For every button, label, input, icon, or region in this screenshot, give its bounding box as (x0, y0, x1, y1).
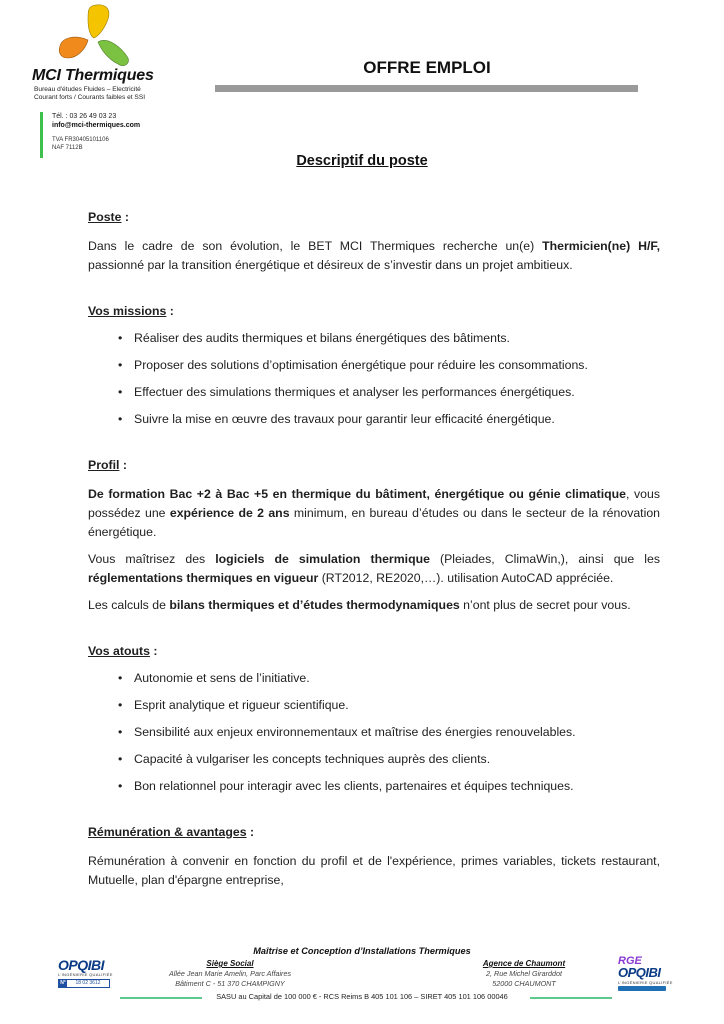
company-logo (48, 2, 158, 72)
list-item: • Effectuer des simulations thermiques et analyser les performances énergétiques. (88, 383, 660, 402)
poste-text: Dans le cadre de son évolution, le BET MCI Thermiques recherche un(e) Thermicien(ne) H/F, passionné par la transition énergétique et désireux de s’investir dans un projet ambitieux. (88, 239, 660, 272)
company-tagline-line1: Bureau d'études Fluides – Electricité (34, 86, 141, 93)
rge-opqibi-logo (618, 956, 673, 991)
fan-logo-icon (48, 2, 158, 72)
agence-address-line1: 2, Rue Michel Girarddot (486, 969, 562, 978)
opqibi-name: OPQIBI (58, 957, 105, 973)
section-profil (88, 456, 660, 615)
list-item: • Proposer des solutions d’optimisation énergétique pour réduire les consommations. (88, 356, 660, 375)
section-heading-missions: Vos missions : (88, 304, 174, 318)
certificate-badge (58, 979, 110, 988)
siege-address-line1: Allée Jean Marie Amelin, Parc Affaires (168, 969, 292, 978)
list-item: • Bon relationnel pour interagir avec les clients, partenaires et équipes techniques. (88, 777, 660, 796)
opqibi-tagline: L'INGÉNIERIE QUALIFIÉE (58, 972, 113, 977)
page-title: OFFRE EMPLOI (363, 58, 491, 77)
profil-paragraph-2: Vous maîtrisez des logiciels de simulation thermique (Pleiades, ClimaWin,), ainsi que les réglementations thermiques en vigueur (RT2012, RE2020,…). utilisation AutoCAD appréciée. (88, 552, 660, 585)
agence-heading: Agence de Chaumont (482, 959, 566, 968)
legal-information: SASU au Capital de 100 000 € - RCS Reims B 405 101 106 – SIRET 405 101 106 00046 (216, 992, 508, 1001)
section-atouts (88, 642, 660, 796)
company-tagline-line2: Courant forts / Courants faibles et SSI (34, 94, 146, 101)
phone-number: Tél. : 03 26 49 03 23 (52, 113, 117, 120)
agence-chaumont (468, 959, 580, 989)
footer-title: Maîtrise et Conception d’Installations Thermiques (253, 946, 471, 956)
list-item: • Suivre la mise en œuvre des travaux pour garantir leur efficacité énergétique. (88, 410, 660, 429)
section-heading-remuneration: Rémunération & avantages : (88, 825, 255, 839)
company-tagline (34, 86, 145, 102)
opqibi-name: OPQIBI (618, 965, 661, 980)
list-item: • Capacité à vulgariser les concepts techniques auprès des clients. (88, 750, 660, 769)
opqibi-certification-logo (58, 958, 113, 988)
siege-heading: Siège Social (206, 959, 254, 968)
siege-social (160, 959, 300, 989)
title-divider (215, 85, 638, 92)
remuneration-text: Rémunération à convenir en fonction du profil et de l'expérience, primes variables, tickets restaurant, Mutuelle, plan d'épargne entreprise, (88, 854, 660, 887)
document-subtitle: Descriptif du poste (296, 153, 428, 169)
cert-number: 18 02 3612 (75, 980, 101, 986)
list-item: • Sensibilité aux enjeux environnementaux et maîtrise des énergies renouvelables. (88, 723, 660, 742)
siege-address-line2: Bâtiment C - 51 370 CHAMPIGNY (175, 979, 285, 988)
email-address[interactable]: info@mci-thermiques.com (52, 122, 141, 129)
list-item: • Esprit analytique et rigueur scientifique. (88, 696, 660, 715)
section-heading-atouts: Vos atouts : (88, 644, 158, 658)
contact-block (40, 112, 140, 158)
missions-list (88, 329, 660, 429)
job-description (88, 208, 660, 890)
cert-label: N° (60, 980, 66, 986)
naf-code: NAF 7112B (52, 145, 83, 151)
section-poste (88, 208, 660, 275)
section-remuneration (88, 823, 660, 890)
section-heading-profil: Profil : (88, 458, 127, 472)
list-item: • Réaliser des audits thermiques et bilans énergétiques des bâtiments. (88, 329, 660, 348)
atouts-list (88, 669, 660, 796)
profil-paragraph-3: Les calculs de bilans thermiques et d’études thermodynamiques n’ont plus de secret pour vous. (88, 598, 631, 612)
list-item: • Autonomie et sens de l’initiative. (88, 669, 660, 688)
tva-number: TVA FR30405101106 (52, 137, 109, 143)
section-missions (88, 302, 660, 429)
agence-address-line2: 52000 CHAUMONT (492, 979, 556, 988)
rge-bar-icon (618, 986, 666, 991)
profil-paragraph-1: De formation Bac +2 à Bac +5 en thermique du bâtiment, énergétique ou génie climatique, vous possédez une expérience de 2 ans minimum, en bureau d’études ou dans le secteur de la rénovation énergétique. (88, 487, 661, 539)
rge-label: RGE (618, 955, 642, 967)
company-name: MCI Thermiques (32, 67, 154, 84)
opqibi-tagline: L'INGÉNIERIE QUALIFIÉE (618, 980, 673, 985)
section-heading-poste: Poste : (88, 210, 130, 224)
